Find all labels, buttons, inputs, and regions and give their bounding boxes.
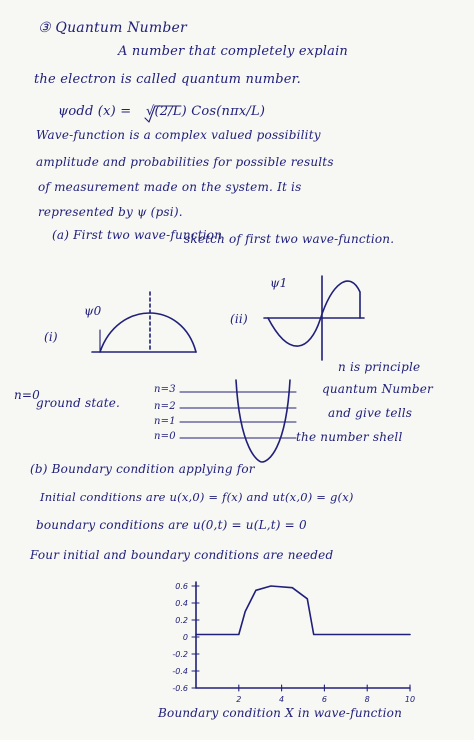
line-wavefunction-1: Wave-function is a complex valued possibility [36, 128, 321, 142]
level-label-n3: n=3 [154, 384, 176, 395]
equation-lhs: ψodd (x) = [58, 104, 132, 119]
line-four-conditions: Four initial and boundary conditions are needed [30, 548, 334, 562]
chart-y-tick-label: -0.6 [172, 684, 188, 693]
line-definition-2: the electron is called quantum number. [34, 72, 301, 87]
chart-x-tick-label: 10 [404, 695, 416, 704]
chart-x-tick-label: 6 [321, 695, 327, 704]
equation-rhs: √(2/L) Cos(nπx/L) [146, 104, 266, 119]
level-label-n0: n=0 [154, 431, 176, 442]
line-wavefunction-2: amplitude and probabilities for possible results [36, 155, 334, 169]
sketch-i-label: (i) [44, 330, 58, 344]
chart-x-tick-label: 8 [364, 695, 370, 704]
chart-y-tick-label: 0.2 [175, 616, 188, 625]
note-tells: and give tells [328, 406, 413, 420]
line-boundary-conditions: boundary conditions are u(0,t) = u(L,t) = 0 [36, 518, 307, 532]
sketch-ii-psi: ψ1 [270, 276, 288, 290]
chart-y-tick-label: 0.6 [175, 582, 188, 591]
chart-y-tick-label: 0 [182, 633, 188, 642]
chart-x-tick-label: 2 [236, 695, 242, 704]
note-shell: the number shell [296, 430, 403, 444]
line-part-b: (b) Boundary condition applying for [30, 462, 255, 476]
line-initial-conditions: Initial conditions are u(x,0) = f(x) and ut(x,0) = g(x) [40, 490, 354, 504]
sketch-i-psi: ψ0 [84, 304, 102, 318]
line-definition-1: A number that completely explain [118, 44, 349, 59]
chart-y-tick-label: -0.2 [172, 650, 188, 659]
ground-state-label: ground state. [36, 396, 121, 410]
line-sketch: sketch of first two wave-function. [184, 232, 395, 246]
chart-caption: Boundary condition X in wave-function [158, 706, 403, 720]
chart-x-tick-label: 4 [279, 695, 285, 704]
level-label-n2: n=2 [154, 401, 176, 412]
chart-series-line [196, 586, 410, 635]
line-wavefunction-3: of measurement made on the system. It is [38, 180, 302, 194]
heading-quantum-number: ③ Quantum Number [38, 20, 187, 36]
chart-y-tick-label: 0.4 [175, 599, 188, 608]
line-wavefunction-4: represented by ψ (psi). [38, 205, 183, 219]
note-quantum-number: quantum Number [322, 382, 433, 396]
line-part-a: (a) First two wave-function [52, 228, 223, 242]
chart-y-tick-label: -0.4 [172, 667, 188, 676]
n0-note: n=0 [14, 388, 41, 402]
level-label-n1: n=1 [154, 416, 176, 427]
note-principle: n is principle [338, 360, 421, 374]
sketch-ii-label: (ii) [230, 312, 248, 326]
